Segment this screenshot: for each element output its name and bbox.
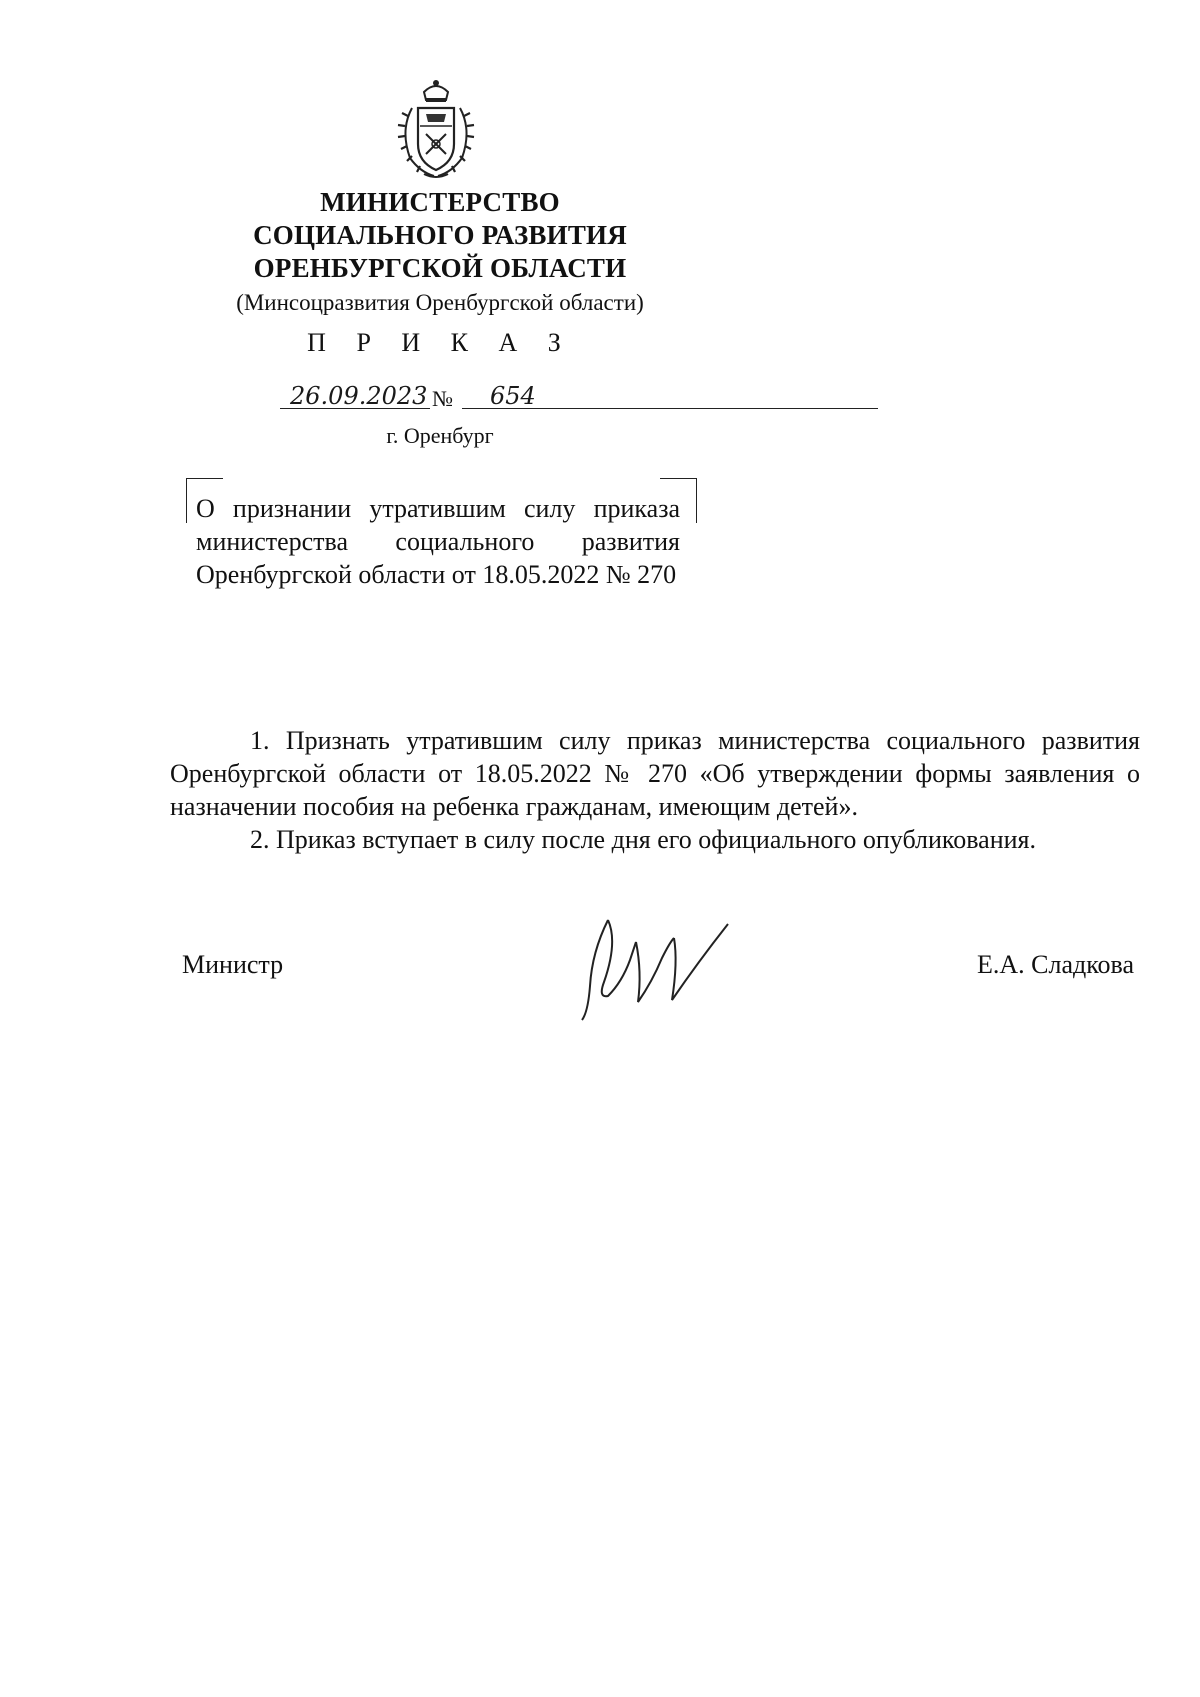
document-subject: О признании утратившим силу приказа министерства социального развития Оренбургской области от 18.05.2022 № 270 — [196, 494, 680, 589]
document-city: г. Оренбург — [386, 423, 494, 448]
body-paragraph: 2. Приказ вступает в силу после дня его официального опубликования. — [250, 825, 1036, 854]
number-underline — [462, 408, 878, 409]
signer-title: Министр — [182, 950, 284, 979]
date-number-line — [280, 378, 600, 412]
handwritten-signature — [578, 912, 738, 1022]
organization-name-line-3: ОРЕНБУРГСКОЙ ОБЛАСТИ — [253, 253, 627, 283]
document-number: 654 — [490, 382, 536, 410]
coat-of-arms-icon — [388, 78, 484, 182]
document-date: 26.09.2023 — [290, 382, 428, 410]
signer-name: Е.А. Сладкова — [976, 950, 1134, 979]
document-body — [170, 724, 1140, 856]
organization-short-name: (Минсоцразвития Оренбургской области) — [236, 290, 644, 315]
organization-name-line-2: СОЦИАЛЬНОГО РАЗВИТИЯ — [253, 220, 627, 250]
date-underline — [280, 408, 430, 409]
organization-header — [140, 186, 740, 319]
document-type: П Р И К А З — [307, 328, 573, 357]
body-paragraph: 1. Признать утратившим силу приказ министерства социального развития Оренбургской области от 18.05.2022 № 270 «Об утверждении формы заявления о назначении пособия на ребенка гражданам, имеющим детей». — [170, 726, 1140, 821]
number-sign: № — [432, 386, 453, 411]
organization-name-line-1: МИНИСТЕРСТВО — [320, 187, 560, 217]
